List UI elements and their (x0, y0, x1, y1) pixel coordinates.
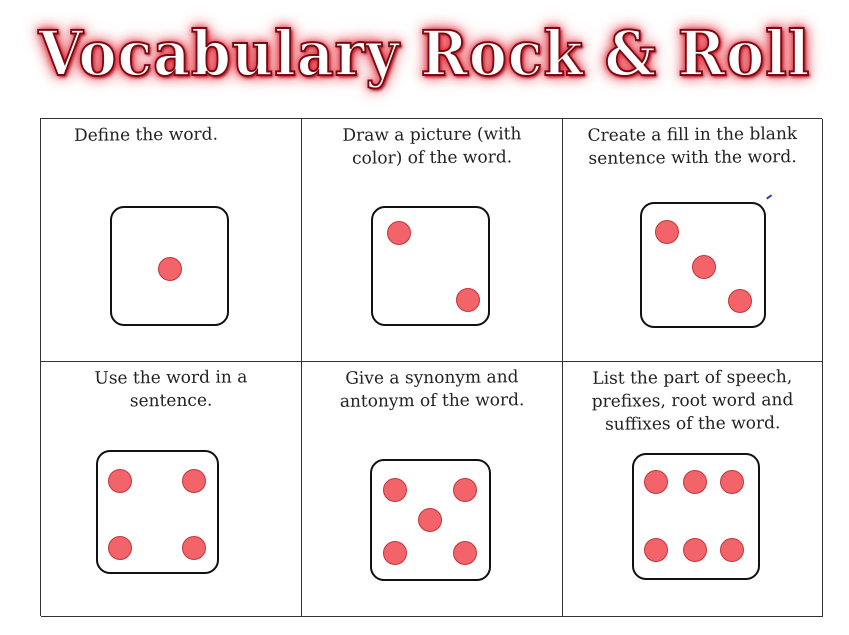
pip (182, 469, 206, 493)
pip (720, 538, 744, 562)
pip (683, 470, 707, 494)
pip (158, 257, 182, 281)
pip (644, 538, 668, 562)
die-six-icon (632, 453, 760, 580)
pip (720, 470, 744, 494)
die-five-icon (370, 459, 491, 581)
prompt-draw: Draw a picture (with color) of the word. (342, 124, 522, 169)
prompt-fill-blank: Create a fill in the blank sentence with the word. (587, 124, 798, 169)
pip (692, 255, 716, 279)
prompt-part-of-speech: List the part of speech, prefixes, root word and suffixes of the word. (591, 367, 794, 435)
cell-fill-blank (563, 119, 823, 362)
pip (728, 289, 752, 313)
die-four-icon (96, 450, 219, 574)
prompt-sentence: Use the word in a sentence. (94, 367, 248, 412)
title-text: Vocabulary Rock & Roll (38, 16, 811, 90)
cell-synonym (302, 362, 563, 617)
pip (644, 470, 668, 494)
cell-sentence (41, 362, 302, 617)
pip (418, 508, 442, 532)
pip (453, 541, 477, 565)
prompt-define: Define the word. (73, 124, 219, 146)
pip (387, 221, 411, 245)
prompt-synonym: Give a synonym and antonym of the word. (339, 367, 525, 412)
pip (383, 541, 407, 565)
die-one-icon (110, 206, 229, 326)
pip (456, 288, 480, 312)
pip (683, 538, 707, 562)
cell-part-of-speech (563, 362, 823, 617)
pip (108, 469, 132, 493)
cell-define (41, 119, 302, 362)
die-two-icon (371, 206, 490, 326)
pip (182, 536, 206, 560)
pip (383, 478, 407, 502)
pip (108, 536, 132, 560)
pip (453, 478, 477, 502)
die-three-icon (640, 202, 766, 328)
worksheet-title (0, 8, 849, 98)
activity-grid (40, 118, 822, 616)
pip (655, 220, 679, 244)
cell-draw (302, 119, 563, 362)
